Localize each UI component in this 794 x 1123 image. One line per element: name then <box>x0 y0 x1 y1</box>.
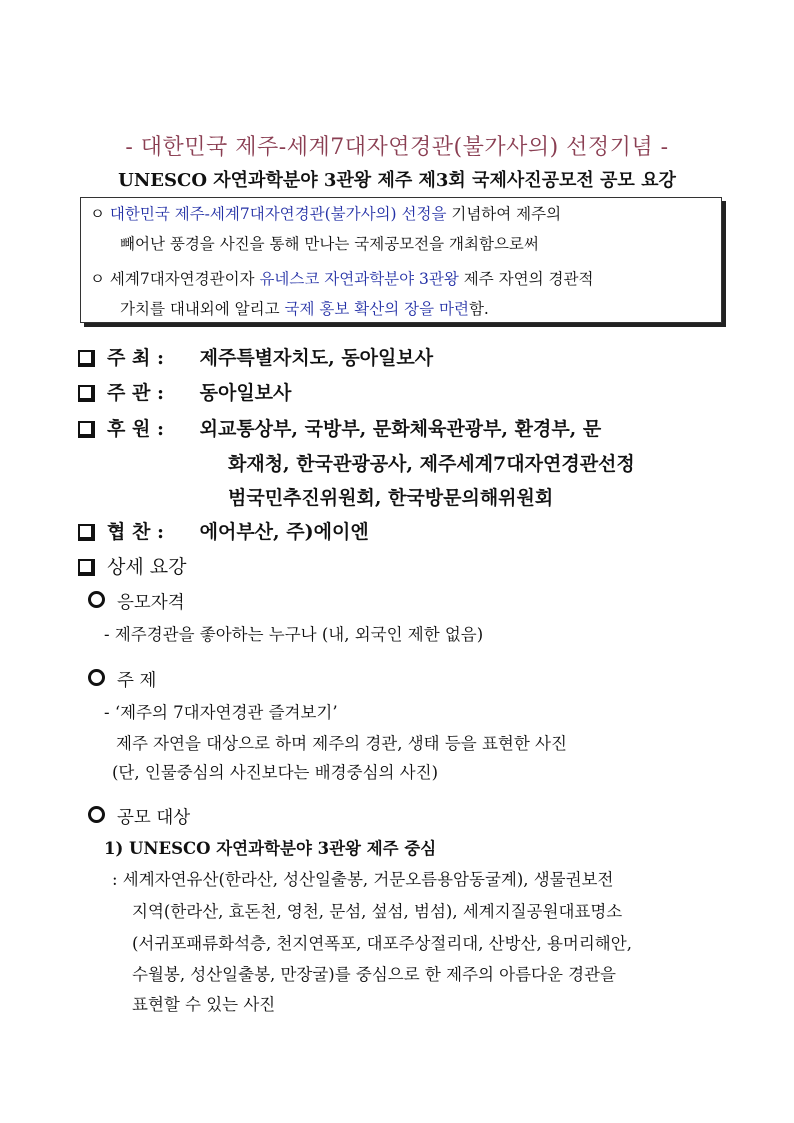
circle-bullet-icon <box>88 806 105 823</box>
target-item-1-line-2: 지역(한라산, 효돈천, 영천, 문섬, 섶섬, 범섬), 세계지질공원대표명소 <box>132 902 623 921</box>
intro-text: 함. <box>468 300 489 318</box>
section-details <box>78 552 186 582</box>
sponsor-label: 후 원 : <box>107 418 164 440</box>
page-title: - 대한민국 제주-세계7대자연경관(불가사의) 선정기념 - <box>125 135 669 160</box>
intro-text: 제주 자연의 경관적 <box>458 270 594 288</box>
highlight-text: 대한민국 제주-세계7대자연경관(불가사의) 선정을 <box>109 205 447 223</box>
theme-heading <box>88 668 156 694</box>
coop-label: 협 찬 : <box>107 521 164 543</box>
section-sponsor <box>78 414 601 444</box>
section-host <box>78 343 433 373</box>
intro-text: 가치를 대내외에 알리고 <box>120 300 285 318</box>
organizer-value: 동아일보사 <box>199 382 292 404</box>
host-value: 제주특별자치도, 동아일보사 <box>199 347 434 369</box>
coop-value: 에어부산, 주)에이엔 <box>199 521 369 543</box>
page-subtitle: UNESCO 자연과학분야 3관왕 제주 제3회 국제사진공모전 공모 요강 <box>118 170 676 191</box>
intro-text: 기념하여 제주의 <box>446 205 562 223</box>
heading-text: 주 제 <box>117 671 157 691</box>
target-item-1-line-5: 표현할 수 있는 사진 <box>132 995 276 1014</box>
sponsor-value: 외교통상부, 국방부, 문화체육관광부, 환경부, 문 <box>199 418 602 440</box>
checkbox-icon <box>78 524 95 541</box>
checkbox-icon <box>78 421 95 438</box>
bullet-marker: ㅇ <box>90 205 110 223</box>
target-item-1-title: 1) UNESCO 자연과학분야 3관왕 제주 중심 <box>104 839 437 858</box>
theme-line-3: (단, 인물중심의 사진보다는 배경중심의 사진) <box>112 763 439 782</box>
section-coop <box>78 517 369 547</box>
sponsor-line-3: 범국민추진위원회, 한국방문의해위원회 <box>228 487 554 509</box>
section-organizer <box>78 378 291 408</box>
intro-bullet-1-cont: 빼어난 풍경을 사진을 통해 만나는 국제공모전을 개최함으로써 <box>120 235 539 253</box>
circle-bullet-icon <box>88 591 105 608</box>
intro-bullet-1 <box>90 203 561 225</box>
host-label: 주 최 : <box>107 347 164 369</box>
target-item-1-line-1: : 세계자연유산(한라산, 성산일출봉, 거문오름용암동굴계), 생물권보전 <box>112 870 614 889</box>
intro-text: ㅇ 세계7대자연경관이자 <box>90 270 260 288</box>
qualification-heading <box>88 590 185 616</box>
checkbox-icon <box>78 350 95 367</box>
details-heading: 상세 요강 <box>107 556 187 578</box>
intro-bullet-2 <box>90 268 593 290</box>
sponsor-line-2: 화재청, 한국관광공사, 제주세계7대자연경관선정 <box>228 453 635 475</box>
highlight-text: 유네스코 자연과학분야 3관왕 <box>259 270 459 288</box>
organizer-label: 주 관 : <box>107 382 164 404</box>
checkbox-icon <box>78 559 95 576</box>
theme-line-1: - ‘제주의 7대자연경관 즐겨보기’ <box>104 703 338 722</box>
theme-line-2: 제주 자연을 대상으로 하며 제주의 경관, 생태 등을 표현한 사진 <box>116 734 567 753</box>
highlight-text: 국제 홍보 확산의 장을 마련 <box>284 300 469 318</box>
heading-text: 응모자격 <box>117 593 185 613</box>
circle-bullet-icon <box>88 669 105 686</box>
target-item-1-line-3: (서귀포패류화석층, 천지연폭포, 대포주상절리대, 산방산, 용머리해안, <box>132 934 632 953</box>
intro-bullet-2-cont <box>120 298 489 320</box>
target-item-1-line-4: 수월봉, 성산일출봉, 만장굴)를 중심으로 한 제주의 아름다운 경관을 <box>132 965 616 984</box>
checkbox-icon <box>78 385 95 402</box>
heading-text: 공모 대상 <box>117 808 191 828</box>
qualification-text: - 제주경관을 좋아하는 누구나 (내, 외국인 제한 없음) <box>104 625 484 644</box>
target-heading <box>88 805 190 831</box>
